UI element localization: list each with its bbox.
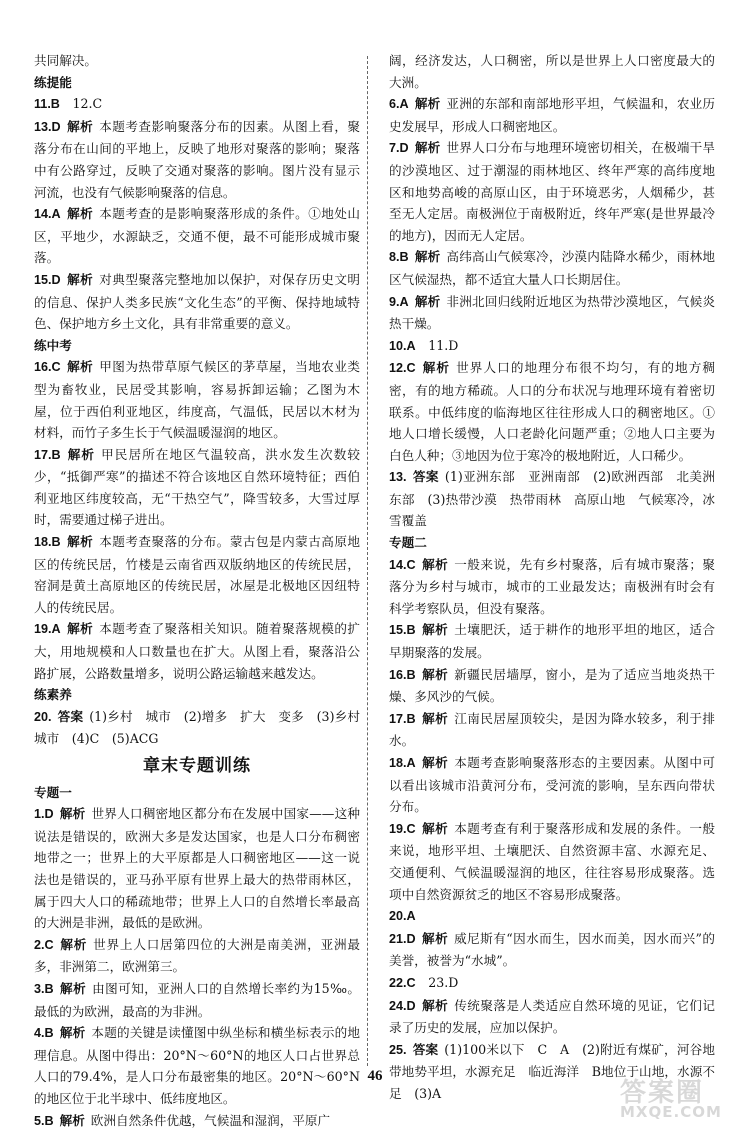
answer-item (389, 752, 715, 818)
answer-text: 本题的关键是读懂图中纵坐标和横坐标表示的地理信息。从图中得出：20°N～60°N的地区人口占世界总人口的79.4%，是人口分布最密集的地区。20°N～60°N的地区位于北半球中、低纬度地区。 (34, 1025, 360, 1106)
answer-text: 世界人口分布与地理环境密切相关，在极端干旱的沙漠地区、过于潮湿的雨林地区、终年严寒的高纬度地区和地势高峻的高原山区，由于环境恶劣，人烟稀少，甚至无人定居。南极洲位于南极附近，终年严寒(是世界最冷的地方)，因而无人定居。 (389, 140, 715, 242)
question-number: 14.C (389, 558, 416, 572)
section-heading: 专题一 (34, 782, 360, 804)
question-number: 19.C (389, 822, 416, 836)
explanation-tag: 解析 (67, 119, 94, 134)
answer-text: 11.D (428, 338, 458, 353)
answer-text: 威尼斯有“因水而生，因水而美，因水而兴”的美誉，被誉为“水城”。 (389, 931, 715, 969)
explanation-tag: 答案 (413, 469, 439, 484)
answer-item (389, 708, 715, 752)
answer-item (34, 706, 360, 750)
question-number: 13.D (34, 120, 61, 134)
explanation-tag: 解析 (415, 140, 441, 155)
answer-item (34, 116, 360, 203)
explanation-tag: 解析 (67, 359, 94, 374)
explanation-tag: 解析 (422, 667, 449, 682)
answer-item (34, 1022, 360, 1109)
question-number: 8.B (389, 250, 409, 264)
question-number: 17.B (389, 712, 416, 726)
answer-text: 欧洲自然条件优越，气候温和湿润，平原广 (91, 1113, 330, 1128)
answer-text: (1)100米以下 C A (2)附近有煤矿，河谷地带地势平坦，水源充足 临近海洋 B地位于山地，水源不足 (3)A (389, 1042, 715, 1101)
explanation-tag: 解析 (422, 622, 449, 637)
answer-text: 本题考查聚落的分布。蒙古包是内蒙古高原地区的传统民居，竹楼是云南省西双版纳地区的传统民居，窑洞是黄土高原地区的传统民居，冰屋是北极地区因纽特人的传统民居。 (34, 534, 360, 615)
explanation-tag: 解析 (67, 447, 95, 462)
answer-text: 土壤肥沃，适于耕作的地形平坦的地区，适合早期聚落的发展。 (389, 622, 715, 660)
answer-item (34, 803, 360, 934)
answer-item (34, 618, 360, 684)
answer-text: 江南民居屋顶较尖，是因为降水较多，利于排水。 (389, 711, 715, 749)
question-number: 14.A (34, 207, 61, 221)
question-number: 9.A (389, 295, 409, 309)
answer-text: 本题考查影响聚落分布的因素。从图上看，聚落分布在山间的平地上，反映了地形对聚落的影响；聚落中有公路穿过，反映了交通对聚落的影响。图片没有显示河流，也没有气候影响聚落的信息。 (34, 119, 360, 200)
explanation-tag: 解析 (60, 806, 86, 821)
answer-text: 本题考查影响聚落形态的主要因素。从图中可以看出该城市沿黄河分布，受河流的影响，呈东西向带状分布。 (389, 755, 715, 814)
answer-text: 非洲北回归线附近地区为热带沙漠地区，气候炎热干燥。 (389, 294, 715, 332)
answer-text: 对典型聚落完整地加以保护，对保存历史文明的信息、保护人类多民族“文化生态”的平衡、保持地域特色、保护地方乡土文化，具有非常重要的意义。 (34, 272, 360, 331)
answer-item (389, 554, 715, 620)
answer-text: 本题考查的是影响聚落形成的条件。①地处山区，平地少，水源缺乏，交通不便，最不可能形成城市聚落。 (34, 206, 360, 265)
explanation-tag: 解析 (67, 272, 94, 287)
answer-item (389, 466, 715, 532)
explanation-tag: 解析 (422, 998, 449, 1013)
section-heading: 练中考 (34, 335, 360, 357)
answer-text: 新疆民居墙厚，窗小，是为了适应当地炎热干燥、多风沙的气候。 (389, 667, 715, 705)
question-number: 24.D (389, 999, 416, 1013)
answer-item (389, 972, 715, 995)
question-number: 16.C (34, 360, 61, 374)
question-number: 17.B (34, 448, 61, 462)
answer-item (389, 995, 715, 1039)
watermark-url: MXQE.COM (620, 1103, 740, 1121)
answer-item (389, 357, 715, 466)
answer-item (34, 269, 360, 335)
answer-text: 亚洲的东部和南部地形平坦，气候温和，农业历史发展早，形成人口稠密地区。 (389, 96, 715, 134)
explanation-tag: 答案 (413, 1042, 439, 1057)
answer-item (389, 905, 715, 928)
answer-text: (1)亚洲东部 亚洲南部 (2)欧洲西部 北美洲东部 (3)热带沙漠 热带雨林 高原山地 气候寒冷，冰雪覆盖 (389, 469, 715, 528)
answer-item (34, 356, 360, 443)
question-number: 11.B (34, 97, 60, 111)
answer-text: 甲民居所在地区气温较高，洪水发生次数较少，“抵御严寒”的描述不符合该地区自然环境特征；西伯利亚地区纬度较高，无“干热空气”，降雪较多，大雪过厚时，需要通过梯子进出。 (34, 447, 360, 528)
answer-item (34, 444, 360, 531)
answer-item (389, 818, 715, 905)
answer-item (389, 619, 715, 663)
answer-text: 一般来说，先有乡村聚落，后有城市聚落；聚落分为乡村与城市，城市的工业最发达；南极洲有时会有科学考察队员，但没有聚落。 (389, 557, 715, 616)
question-number: 15.D (34, 273, 61, 287)
question-number: 25. (389, 1043, 407, 1057)
page-number: 46 (0, 1068, 750, 1085)
section-heading: 练素养 (34, 684, 360, 706)
question-number: 16.B (389, 668, 416, 682)
question-number: 1.D (34, 807, 54, 821)
answer-item (34, 934, 360, 978)
answer-text: 世界人口的地理分布很不均匀，有的地方稠密，有的地方稀疏。人口的分布状况与地理环境有着密切联系。中低纬度的临海地区往往形成人口的稠密地区。①地人口增长缓慢，人口老龄化问题严重；②地人口主要为白色人种；③地因为位于寒冷的极地附近，人口稀少。 (389, 360, 715, 462)
answer-text: 甲图为热带草原气候区的茅草屋，当地农业类型为畜牧业，民居受其影响，容易拆卸运输；乙图为木屋，位于西伯利亚地区，纬度高，气温低，民居以木材为材料，而竹子多生长于气候温暖湿润的地区。 (34, 359, 360, 440)
explanation-tag: 解析 (422, 711, 449, 726)
column-divider (367, 56, 368, 1066)
explanation-tag: 解析 (60, 937, 88, 952)
answer-text: 12.C (73, 96, 103, 111)
section-heading: 练提能 (34, 72, 360, 94)
question-number: 21.D (389, 932, 416, 946)
section-heading: 专题二 (389, 532, 715, 554)
explanation-tag: 解析 (422, 557, 449, 572)
answer-item (389, 664, 715, 708)
answer-text: (1)乡村 城市 (2)增多 扩大 变多 (3)乡村 城市 (4)C (5)ACG (34, 709, 373, 747)
answer-text: 世界上人口居第四位的大洲是南美洲，亚洲最多，非洲第二，欧洲第三。 (34, 937, 360, 975)
question-number: 3.B (34, 982, 54, 996)
continued-text: 阔，经济发达，人口稠密，所以是世界上人口密度最大的大洲。 (389, 50, 715, 93)
question-number: 15.B (389, 623, 416, 637)
answer-text: 本题考查了聚落相关知识。随着聚落规模的扩大，用地规模和人口数量也在扩大。从图上看，聚落沿公路扩展，公路数量增多，说明公路运输越来越发达。 (34, 621, 360, 680)
answer-text: 传统聚落是人类适应自然环境的见证，它们记录了历史的发展，应加以保护。 (389, 998, 715, 1036)
question-number: 6.A (389, 97, 409, 111)
explanation-tag: 解析 (415, 249, 441, 264)
explanation-tag: 解析 (60, 981, 87, 996)
question-number: 4.B (34, 1026, 54, 1040)
answer-text: 23.D (428, 975, 458, 990)
explanation-tag: 解析 (60, 1113, 85, 1128)
chapter-title: 章末专题训练 (34, 756, 360, 778)
watermark-logo (620, 1072, 740, 1118)
explanation-tag: 答案 (58, 709, 84, 724)
explanation-tag: 解析 (422, 360, 450, 375)
question-number: 20. (34, 710, 52, 724)
answer-item (389, 291, 715, 335)
answer-item (389, 335, 715, 358)
explanation-tag: 解析 (422, 755, 449, 770)
explanation-tag: 解析 (67, 206, 94, 221)
question-number: 12.C (389, 361, 416, 375)
explanation-tag: 解析 (415, 294, 441, 309)
answer-item (389, 928, 715, 972)
right-column (389, 50, 715, 1105)
explanation-tag: 解析 (60, 1025, 86, 1040)
question-number: 18.A (389, 756, 416, 770)
explanation-tag: 解析 (67, 534, 94, 549)
answer-item (34, 531, 360, 618)
explanation-tag: 解析 (422, 931, 449, 946)
continued-text: 共同解决。 (34, 50, 360, 72)
question-number: 19.A (34, 622, 61, 636)
question-number: 2.C (34, 938, 54, 952)
question-number: 5.B (34, 1114, 54, 1128)
explanation-tag: 解析 (422, 821, 449, 836)
question-number: 20.A (389, 909, 416, 923)
explanation-tag: 解析 (67, 621, 94, 636)
answer-text: 高纬高山气候寒冷，沙漠内陆降水稀少，雨林地区气候湿热，都不适宜大量人口长期居住。 (389, 249, 715, 287)
watermark-text: 答案圈 (620, 1072, 740, 1109)
question-number: 13. (389, 470, 407, 484)
question-number: 10.A (389, 339, 416, 353)
answer-item (34, 203, 360, 269)
question-number: 7.D (389, 141, 409, 155)
answer-text: 本题考查有利于聚落形成和发展的条件。一般来说，地形平坦、土壤肥沃、自然资源丰富、水源充足、交通便利、气候温暖湿润的地区，往往容易形成聚落。选项中自然资源贫乏的地区不容易形成聚落。 (389, 821, 715, 902)
left-column (34, 50, 360, 1132)
answer-text: 世界人口稠密地区都分布在发展中国家——这种说法是错误的，欧洲大多是发达国家，也是人口分布稠密地带之一；世界上的大平原都是人口稠密地区——这一说法也是错误的，亚马孙平原有世界上最大的热带雨林区，属于四大人口的稀疏地带；世界上人口的自然增长率最高的大洲是非洲，最低的是欧洲。 (34, 806, 360, 930)
question-number: 18.B (34, 535, 61, 549)
answer-item (389, 246, 715, 290)
explanation-tag: 解析 (415, 96, 441, 111)
question-number: 22.C (389, 976, 416, 990)
answer-item (389, 137, 715, 246)
answer-item (34, 978, 360, 1022)
answer-item (389, 93, 715, 137)
answer-text: 由图可知，亚洲人口的自然增长率约为15‰。最低的为欧洲，最高的为非洲。 (34, 981, 360, 1019)
answer-item (34, 93, 360, 116)
